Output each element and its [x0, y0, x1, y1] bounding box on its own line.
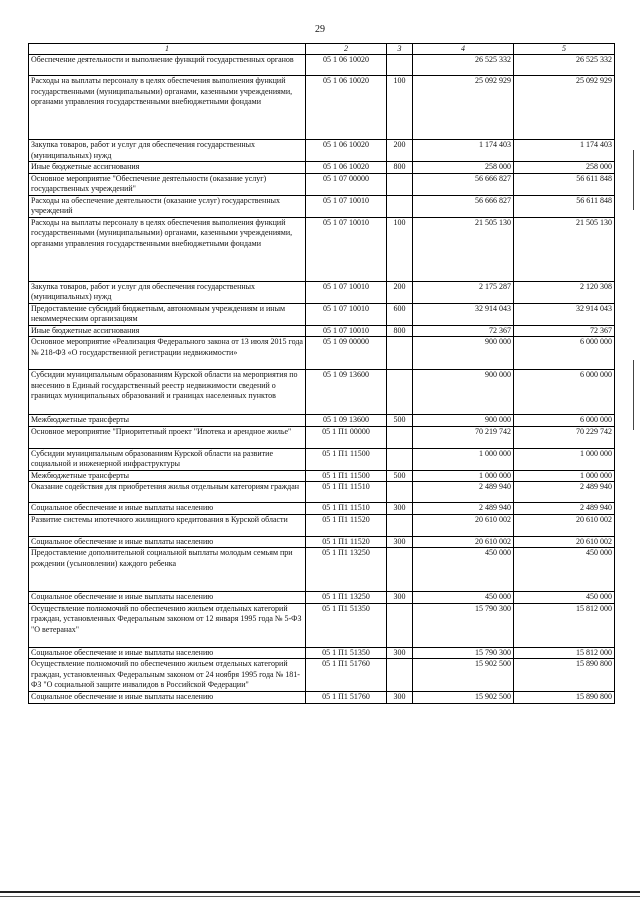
row-code-cell: 05 1 06 10020	[306, 162, 387, 174]
scan-bottom-rule	[0, 896, 640, 897]
row-vr-cell: 800	[387, 325, 413, 337]
table-row	[29, 603, 615, 647]
row-vr-cell	[387, 448, 413, 470]
row-name-cell: Межбюджетные трансферты	[29, 415, 306, 427]
row-sum-2019-cell: 450 000	[413, 592, 514, 604]
row-sum-2020-cell: 1 000 000	[514, 448, 615, 470]
row-vr-cell: 200	[387, 140, 413, 162]
row-vr-cell: 200	[387, 281, 413, 303]
header-row	[29, 44, 615, 55]
row-sum-2020-cell: 20 610 002	[514, 536, 615, 548]
row-sum-2019-cell: 2 175 287	[413, 281, 514, 303]
row-vr-cell	[387, 514, 413, 536]
row-code-cell: 05 1 09 00000	[306, 337, 387, 370]
row-sum-2019-cell: 2 489 940	[413, 503, 514, 515]
row-sum-2019-cell: 1 000 000	[413, 448, 514, 470]
row-code-cell: 05 1 07 10010	[306, 217, 387, 281]
row-code-cell: 05 1 П1 11500	[306, 470, 387, 482]
table-row	[29, 426, 615, 448]
row-name-cell: Социальное обеспечение и иные выплаты населению	[29, 647, 306, 659]
row-name-cell: Закупка товаров, работ и услуг для обеспечения государственных (муниципальных) нужд	[29, 281, 306, 303]
row-vr-cell: 300	[387, 692, 413, 704]
row-sum-2019-cell: 900 000	[413, 370, 514, 415]
row-sum-2020-cell: 21 505 130	[514, 217, 615, 281]
row-vr-cell: 600	[387, 303, 413, 325]
row-sum-2019-cell: 21 505 130	[413, 217, 514, 281]
row-name-cell: Иные бюджетные ассигнования	[29, 162, 306, 174]
row-code-cell: 05 1 П1 51760	[306, 692, 387, 704]
row-sum-2020-cell: 450 000	[514, 548, 615, 592]
row-sum-2019-cell: 56 666 827	[413, 195, 514, 217]
row-vr-cell: 500	[387, 470, 413, 482]
row-sum-2020-cell: 26 525 332	[514, 55, 615, 76]
scan-edge-mark	[633, 360, 634, 430]
row-name-cell: Расходы на выплаты персоналу в целях обеспечения выполнения функций государственными (муниципальными) органами, казенными учреждениями, органами управления государственными внебюджетными фондами	[29, 217, 306, 281]
row-vr-cell: 800	[387, 162, 413, 174]
column-header: 3	[387, 44, 413, 55]
row-name-cell: Закупка товаров, работ и услуг для обеспечения государственных (муниципальных) нужд	[29, 140, 306, 162]
row-code-cell: 05 1 07 10010	[306, 325, 387, 337]
row-name-cell: Предоставление субсидий бюджетным, автономным учреждениям и иным некоммерческим организациям	[29, 303, 306, 325]
row-sum-2020-cell: 2 489 940	[514, 482, 615, 503]
row-sum-2020-cell: 2 120 308	[514, 281, 615, 303]
row-name-cell: Социальное обеспечение и иные выплаты населению	[29, 692, 306, 704]
table-row	[29, 162, 615, 174]
row-name-cell: Основное мероприятие "Обеспечение деятельности (оказание услуг) государственных учреждений"	[29, 173, 306, 195]
row-name-cell: Субсидии муниципальным образованиям Курской области на мероприятия по внесению в Единый государственный реестр недвижимости сведений о границах муниципальных образований и границах населенных пунктов	[29, 370, 306, 415]
row-sum-2019-cell: 15 790 300	[413, 603, 514, 647]
row-code-cell: 05 1 П1 00000	[306, 426, 387, 448]
row-vr-cell	[387, 659, 413, 692]
row-vr-cell	[387, 337, 413, 370]
table-row	[29, 76, 615, 140]
row-vr-cell: 100	[387, 217, 413, 281]
row-code-cell: 05 1 П1 51350	[306, 603, 387, 647]
row-code-cell: 05 1 П1 11510	[306, 503, 387, 515]
row-sum-2020-cell: 15 890 800	[514, 659, 615, 692]
row-sum-2020-cell: 1 000 000	[514, 470, 615, 482]
row-name-cell: Основное мероприятие "Приоритетный проект "Ипотека и арендное жилье"	[29, 426, 306, 448]
table-row	[29, 448, 615, 470]
row-sum-2020-cell: 6 000 000	[514, 370, 615, 415]
row-code-cell: 05 1 07 10010	[306, 195, 387, 217]
row-name-cell: Предоставление дополнительной социальной выплаты молодым семьям при рождении (усыновлении) каждого ребенка	[29, 548, 306, 592]
scan-edge-mark	[633, 150, 634, 210]
row-sum-2020-cell: 258 000	[514, 162, 615, 174]
row-code-cell: 05 1 П1 11500	[306, 448, 387, 470]
row-sum-2020-cell: 56 611 848	[514, 173, 615, 195]
row-sum-2020-cell: 450 000	[514, 592, 615, 604]
row-name-cell: Расходы на выплаты персоналу в целях обеспечения выполнения функций государственными (муниципальными) органами, казенными учреждениями, органами управления государственными внебюджетными фондами	[29, 76, 306, 140]
row-sum-2020-cell: 1 174 403	[514, 140, 615, 162]
row-vr-cell	[387, 55, 413, 76]
row-sum-2020-cell: 25 092 929	[514, 76, 615, 140]
row-name-cell: Основное мероприятие «Реализация Федерального закона от 13 июля 2015 года № 218-ФЗ «О государственной регистрации недвижимости»	[29, 337, 306, 370]
column-header: 1	[29, 44, 306, 55]
row-name-cell: Обеспечение деятельности и выполнение функций государственных органов	[29, 55, 306, 76]
row-sum-2020-cell: 15 812 000	[514, 647, 615, 659]
row-code-cell: 05 1 П1 11520	[306, 514, 387, 536]
row-code-cell: 05 1 П1 13250	[306, 592, 387, 604]
row-vr-cell: 100	[387, 76, 413, 140]
row-code-cell: 05 1 П1 51760	[306, 659, 387, 692]
row-name-cell: Развитие системы ипотечного жилищного кредитования в Курской области	[29, 514, 306, 536]
column-header: 2	[306, 44, 387, 55]
row-vr-cell	[387, 195, 413, 217]
row-sum-2020-cell: 15 812 000	[514, 603, 615, 647]
row-name-cell: Осуществление полномочий по обеспечению жильем отдельных категорий граждан, установленных Федеральным законом от 24 ноября 1995 года № 181-ФЗ "О социальной защите инвалидов в Российской Федерации"	[29, 659, 306, 692]
row-sum-2019-cell: 450 000	[413, 548, 514, 592]
row-sum-2020-cell: 32 914 043	[514, 303, 615, 325]
row-code-cell: 05 1 П1 11510	[306, 482, 387, 503]
page-number: 29	[315, 24, 325, 35]
row-code-cell: 05 1 П1 11520	[306, 536, 387, 548]
row-sum-2019-cell: 20 610 002	[413, 536, 514, 548]
row-name-cell: Субсидии муниципальным образованиям Курской области на развитие социальной и инженерной инфраструктуры	[29, 448, 306, 470]
row-code-cell: 05 1 07 00000	[306, 173, 387, 195]
table-row	[29, 514, 615, 536]
table-row	[29, 337, 615, 370]
row-sum-2020-cell: 72 367	[514, 325, 615, 337]
table-row	[29, 217, 615, 281]
row-sum-2019-cell: 15 790 300	[413, 647, 514, 659]
row-sum-2020-cell: 20 610 002	[514, 514, 615, 536]
row-name-cell: Расходы на обеспечение деятельности (оказание услуг) государственных учреждений	[29, 195, 306, 217]
row-vr-cell	[387, 548, 413, 592]
row-sum-2020-cell: 6 000 000	[514, 415, 615, 427]
row-sum-2019-cell: 2 489 940	[413, 482, 514, 503]
table-row	[29, 659, 615, 692]
table-row	[29, 140, 615, 162]
row-vr-cell: 300	[387, 592, 413, 604]
table-body	[29, 55, 615, 704]
row-vr-cell: 300	[387, 536, 413, 548]
row-vr-cell	[387, 426, 413, 448]
row-sum-2019-cell: 25 092 929	[413, 76, 514, 140]
row-code-cell: 05 1 06 10020	[306, 76, 387, 140]
row-sum-2019-cell: 900 000	[413, 415, 514, 427]
table-row	[29, 370, 615, 415]
table-row	[29, 647, 615, 659]
row-vr-cell	[387, 603, 413, 647]
row-sum-2019-cell: 15 902 500	[413, 692, 514, 704]
row-sum-2020-cell: 2 489 940	[514, 503, 615, 515]
table-row	[29, 470, 615, 482]
scan-bottom-rule	[0, 891, 640, 893]
row-sum-2019-cell: 32 914 043	[413, 303, 514, 325]
table-row	[29, 692, 615, 704]
table-row	[29, 195, 615, 217]
table-row	[29, 592, 615, 604]
table-row	[29, 536, 615, 548]
row-vr-cell	[387, 482, 413, 503]
row-sum-2019-cell: 72 367	[413, 325, 514, 337]
row-name-cell: Межбюджетные трансферты	[29, 470, 306, 482]
column-header: 4	[413, 44, 514, 55]
row-name-cell: Социальное обеспечение и иные выплаты населению	[29, 503, 306, 515]
budget-table	[28, 43, 615, 704]
row-code-cell: 05 1 07 10010	[306, 281, 387, 303]
row-sum-2019-cell: 26 525 332	[413, 55, 514, 76]
row-sum-2019-cell: 56 666 827	[413, 173, 514, 195]
row-vr-cell: 500	[387, 415, 413, 427]
row-vr-cell	[387, 173, 413, 195]
table-row	[29, 325, 615, 337]
table-row	[29, 173, 615, 195]
row-sum-2019-cell: 70 219 742	[413, 426, 514, 448]
row-sum-2020-cell: 6 000 000	[514, 337, 615, 370]
row-sum-2019-cell: 258 000	[413, 162, 514, 174]
row-sum-2019-cell: 15 902 500	[413, 659, 514, 692]
row-sum-2019-cell: 1 174 403	[413, 140, 514, 162]
row-sum-2019-cell: 1 000 000	[413, 470, 514, 482]
row-code-cell: 05 1 П1 13250	[306, 548, 387, 592]
row-vr-cell	[387, 370, 413, 415]
table-row	[29, 415, 615, 427]
row-name-cell: Иные бюджетные ассигнования	[29, 325, 306, 337]
row-vr-cell: 300	[387, 647, 413, 659]
row-name-cell: Осуществление полномочий по обеспечению жильем отдельных категорий граждан, установленных Федеральным законом от 12 января 1995 года № 5-ФЗ "О ветеранах"	[29, 603, 306, 647]
row-sum-2019-cell: 20 610 002	[413, 514, 514, 536]
row-code-cell: 05 1 09 13600	[306, 370, 387, 415]
row-vr-cell: 300	[387, 503, 413, 515]
row-name-cell: Оказание содействия для приобретения жилья отдельным категориям граждан	[29, 482, 306, 503]
table-row	[29, 503, 615, 515]
row-code-cell: 05 1 09 13600	[306, 415, 387, 427]
row-name-cell: Социальное обеспечение и иные выплаты населению	[29, 536, 306, 548]
row-sum-2019-cell: 900 000	[413, 337, 514, 370]
row-code-cell: 05 1 06 10020	[306, 140, 387, 162]
table-row	[29, 55, 615, 76]
row-name-cell: Социальное обеспечение и иные выплаты населению	[29, 592, 306, 604]
column-header: 5	[514, 44, 615, 55]
row-code-cell: 05 1 06 10020	[306, 55, 387, 76]
table-row	[29, 548, 615, 592]
row-code-cell: 05 1 П1 51350	[306, 647, 387, 659]
row-code-cell: 05 1 07 10010	[306, 303, 387, 325]
table-row	[29, 482, 615, 503]
table-row	[29, 303, 615, 325]
row-sum-2020-cell: 56 611 848	[514, 195, 615, 217]
table-row	[29, 281, 615, 303]
row-sum-2020-cell: 15 890 800	[514, 692, 615, 704]
row-sum-2020-cell: 70 229 742	[514, 426, 615, 448]
